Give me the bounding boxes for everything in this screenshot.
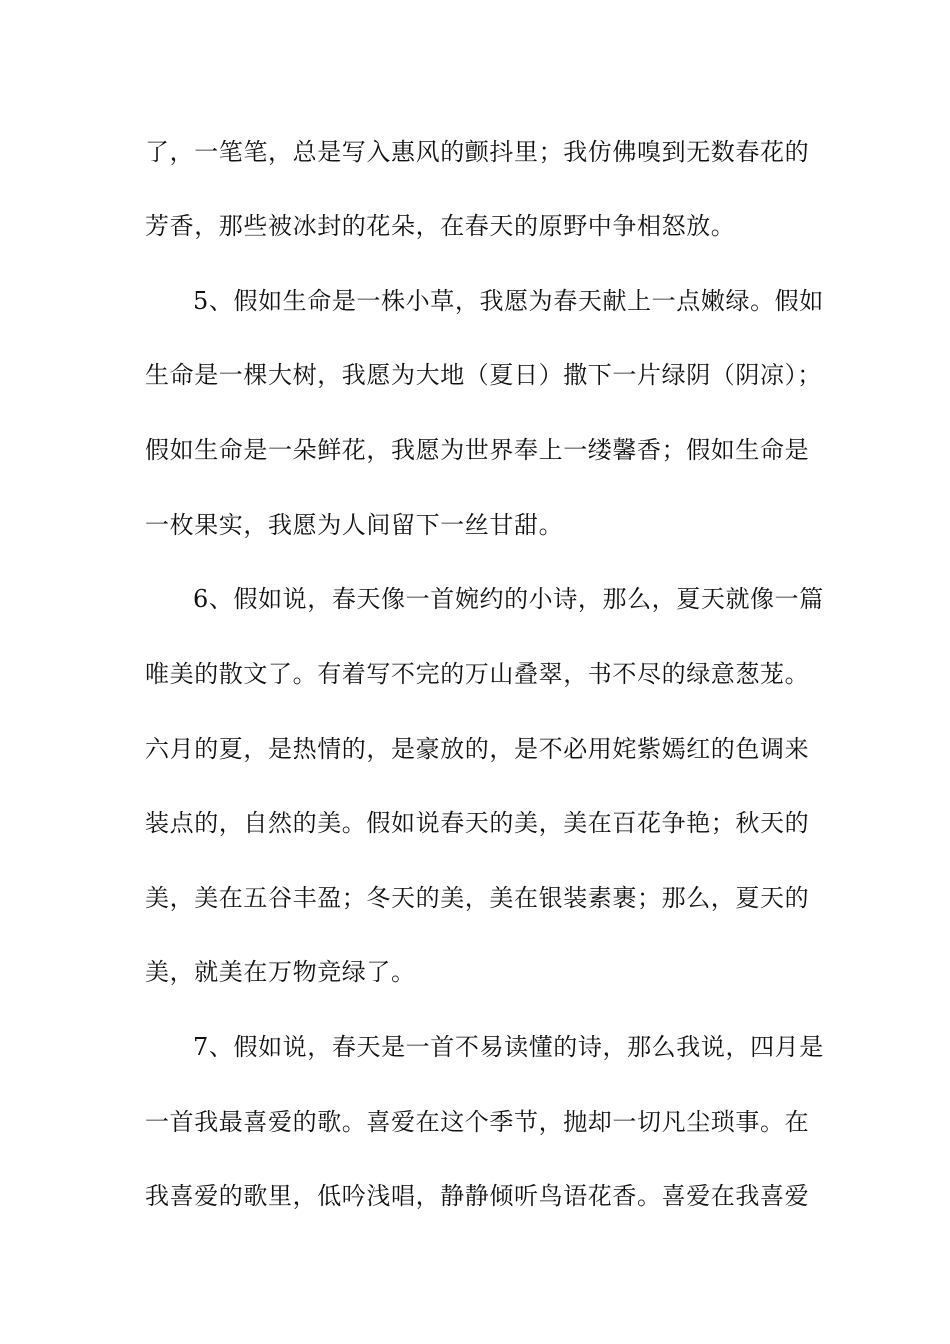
paragraph-5-start: 5、假如生命是一株小草，我愿为春天献上一点嫩绿。假如 xyxy=(193,287,824,315)
text-line-14: 一首我最喜爱的歌。喜爱在这个季节，抛却一切凡尘琐事。在 xyxy=(145,1108,810,1136)
paragraph-6-start: 6、假如说，春天像一首婉约的小诗，那么，夏天就像一篇 xyxy=(193,585,824,613)
paragraph-7-start: 7、假如说，春天是一首不易读懂的诗，那么我说，四月是 xyxy=(193,1033,824,1061)
text-line-1: 了，一笔笔，总是写入惠风的颤抖里；我仿佛嗅到无数春花的 xyxy=(145,138,810,166)
text-line-5: 假如生命是一朵鲜花，我愿为世界奉上一缕馨香；假如生命是 xyxy=(145,436,810,464)
text-line-8: 唯美的散文了。有着写不完的万山叠翠，书不尽的绿意葱茏。 xyxy=(145,660,810,688)
text-line-11: 美，美在五谷丰盈；冬天的美，美在银装素裹；那么，夏天的 xyxy=(145,884,810,912)
text-line-4: 生命是一棵大树，我愿为大地（夏日）撒下一片绿阴（阴凉）； xyxy=(145,361,822,389)
text-line-9: 六月的夏，是热情的，是豪放的，是不必用姹紫嫣红的色调来 xyxy=(145,735,810,763)
text-line-6: 一枚果实，我愿为人间留下一丝甘甜。 xyxy=(145,511,564,539)
text-line-15: 我喜爱的歌里，低吟浅唱，静静倾听鸟语花香。喜爱在我喜爱 xyxy=(145,1182,810,1210)
text-line-2: 芳香，那些被冰封的花朵，在春天的原野中争相怒放。 xyxy=(145,212,736,240)
text-line-12: 美，就美在万物竞绿了。 xyxy=(145,958,416,986)
text-line-10: 装点的，自然的美。假如说春天的美，美在百花争艳；秋天的 xyxy=(145,809,810,837)
